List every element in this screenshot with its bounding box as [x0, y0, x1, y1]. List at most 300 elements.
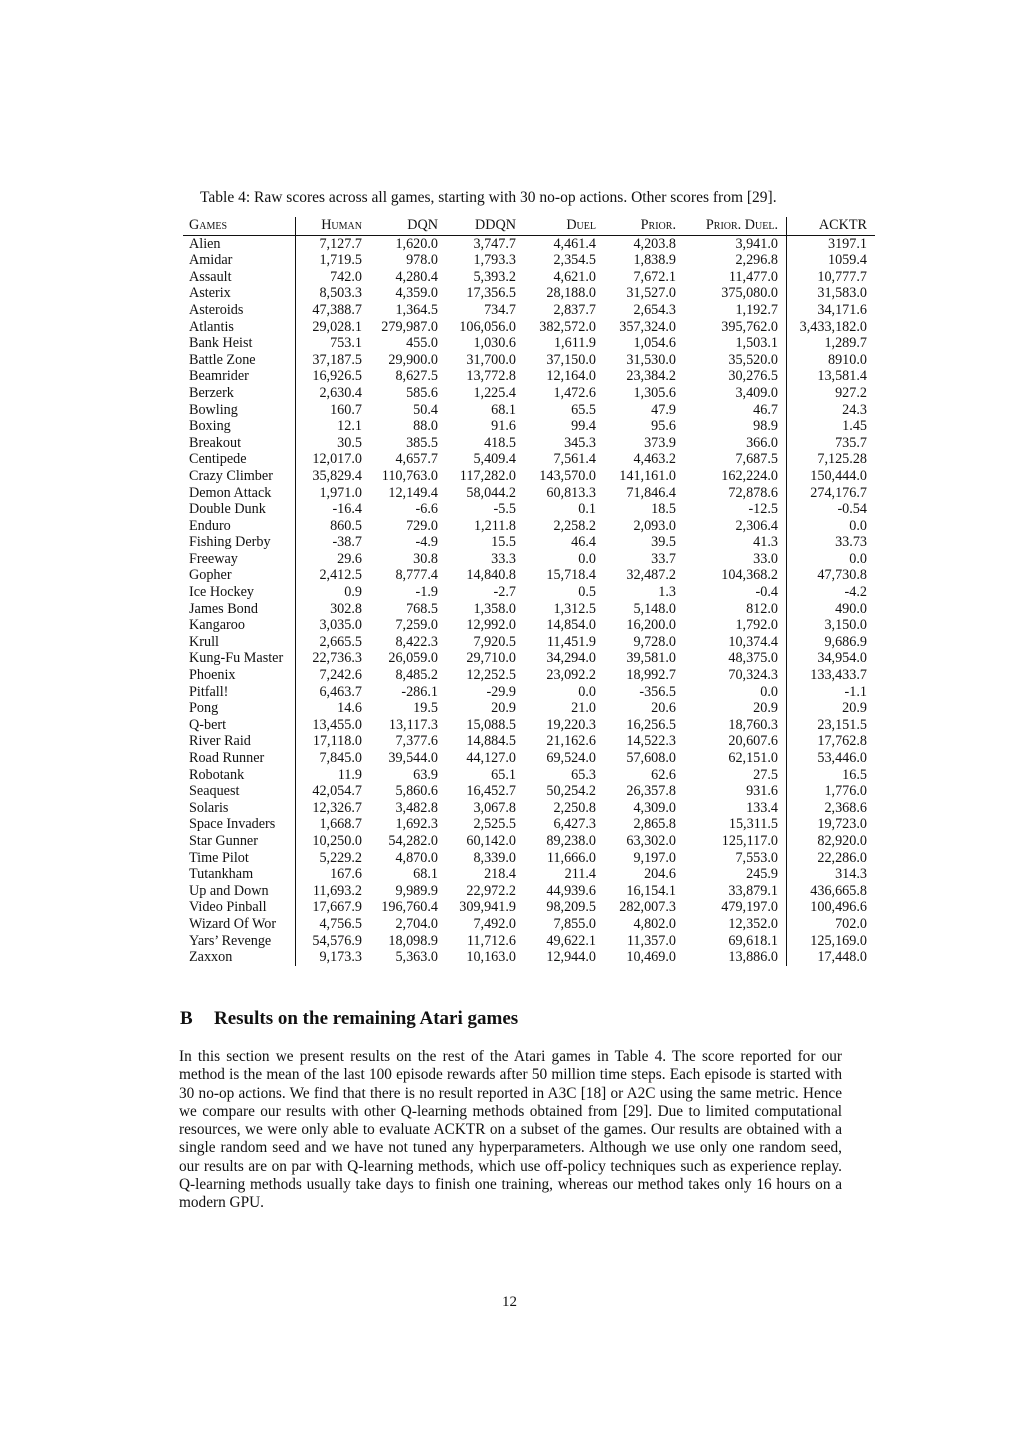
score-cell: 22,286.0: [817, 849, 867, 866]
score-cell: 20.9: [684, 700, 787, 717]
score-cell: 133.4: [684, 800, 787, 817]
game-name-cell: Gopher: [183, 567, 296, 584]
score-cell: 1,838.9: [633, 252, 676, 269]
score-cell: 1,225.4: [473, 384, 516, 401]
score-cell: 125,169.0: [810, 932, 867, 949]
table-row: [183, 551, 875, 568]
score-cell: 1,054.6: [633, 335, 676, 352]
score-cell: 125,117.0: [684, 833, 787, 850]
game-name-cell: Amidar: [183, 252, 296, 269]
score-cell: 1,719.5: [319, 252, 362, 269]
table-row: [183, 883, 875, 900]
score-cell: 17,448.0: [817, 949, 867, 966]
score-cell: 12,017.0: [312, 451, 362, 468]
score-cell: 753.1: [330, 335, 362, 352]
score-cell: 14,854.0: [546, 617, 596, 634]
game-name-cell: Beamrider: [183, 368, 296, 385]
table-row: [183, 352, 875, 369]
score-cell: 18,760.3: [684, 717, 787, 734]
score-cell: 479,197.0: [684, 899, 787, 916]
score-cell: 1,289.7: [824, 335, 867, 352]
score-cell: 1,971.0: [319, 484, 362, 501]
game-name-cell: Road Runner: [183, 750, 296, 767]
game-name-cell: Breakout: [183, 435, 296, 452]
game-name-cell: Assault: [183, 269, 296, 286]
score-cell: 16,452.7: [466, 783, 516, 800]
score-cell: 3,482.8: [395, 799, 438, 816]
game-name-cell: Ice Hockey: [183, 584, 296, 601]
table-row: [183, 601, 875, 618]
game-name-cell: Kung-Fu Master: [183, 650, 296, 667]
score-cell: 7,242.6: [319, 667, 362, 684]
score-cell: 282,007.3: [619, 899, 676, 916]
column-header: Duel: [524, 217, 604, 235]
score-cell: 13,581.4: [817, 368, 867, 385]
score-cell: 35,829.4: [312, 467, 362, 484]
table-row: [183, 368, 875, 385]
score-cell: 7,672.1: [633, 268, 676, 285]
score-cell: 28,188.0: [546, 285, 596, 302]
game-name-cell: Enduro: [183, 518, 296, 535]
score-cell: 33.0: [684, 551, 787, 568]
table-row: [183, 800, 875, 817]
score-cell: 167.6: [330, 866, 362, 883]
table-row: [183, 534, 875, 551]
table-row: [183, 899, 875, 916]
table-row: [183, 269, 875, 286]
score-cell: 100,496.6: [810, 899, 867, 916]
score-cell: 12,992.0: [466, 617, 516, 634]
score-cell: 2,630.4: [319, 384, 362, 401]
score-cell: 1,793.3: [473, 252, 516, 269]
score-cell: 382,572.0: [539, 318, 596, 335]
score-cell: 1,192.7: [684, 302, 787, 319]
score-cell: 99.4: [571, 418, 596, 435]
score-cell: 0.0: [578, 683, 596, 700]
table-row: [183, 850, 875, 867]
table-row: [183, 650, 875, 667]
score-cell: 11,451.9: [546, 633, 596, 650]
score-cell: 16,256.5: [626, 716, 676, 733]
score-cell: 2,837.7: [553, 301, 596, 318]
score-cell: 4,203.8: [633, 235, 676, 252]
score-cell: 47,730.8: [817, 567, 867, 584]
game-name-cell: River Raid: [183, 733, 296, 750]
score-cell: 20.6: [651, 700, 676, 717]
score-cell: -4.9: [415, 534, 438, 551]
table-row: [183, 235, 875, 252]
score-cell: 3197.1: [827, 235, 867, 252]
score-cell: 13,886.0: [684, 949, 787, 966]
table-header-row: [183, 217, 875, 235]
score-cell: -29.9: [486, 683, 516, 700]
game-name-cell: Kangaroo: [183, 617, 296, 634]
score-cell: 60,813.3: [546, 484, 596, 501]
score-cell: 37,150.0: [546, 351, 596, 368]
score-cell: 2,258.2: [553, 517, 596, 534]
score-cell: 9,728.0: [633, 633, 676, 650]
score-cell: 21,162.6: [546, 733, 596, 750]
score-cell: 5,860.6: [395, 783, 438, 800]
score-cell: 14,884.5: [466, 733, 516, 750]
score-cell: 1,305.6: [633, 384, 676, 401]
game-name-cell: Q-bert: [183, 717, 296, 734]
game-name-cell: Space Invaders: [183, 816, 296, 833]
score-cell: 18,992.7: [626, 667, 676, 684]
game-name-cell: Battle Zone: [183, 352, 296, 369]
score-cell: 65.5: [571, 401, 596, 418]
score-cell: 33.3: [491, 550, 516, 567]
game-name-cell: Zaxxon: [183, 949, 296, 966]
score-cell: 106,056.0: [459, 318, 516, 335]
score-cell: 395,762.0: [684, 319, 787, 336]
score-cell: 302.8: [330, 600, 362, 617]
score-cell: 17,356.5: [466, 285, 516, 302]
game-name-cell: Freeway: [183, 551, 296, 568]
table-row: [183, 634, 875, 651]
game-name-cell: Up and Down: [183, 883, 296, 900]
score-cell: -16.4: [332, 501, 362, 518]
score-cell: 7,492.0: [473, 915, 516, 932]
score-cell: 4,870.0: [395, 849, 438, 866]
score-cell: 20,607.6: [684, 733, 787, 750]
score-cell: 0.0: [849, 517, 867, 534]
score-cell: 143,570.0: [539, 467, 596, 484]
score-cell: 31,700.0: [466, 351, 516, 368]
score-cell: 211.4: [564, 866, 596, 883]
score-cell: 19,723.0: [817, 816, 867, 833]
score-cell: 7,553.0: [684, 850, 787, 867]
score-cell: 63.9: [413, 766, 438, 783]
score-cell: 16,926.5: [312, 368, 362, 385]
score-cell: 13,772.8: [466, 368, 516, 385]
score-cell: 89,238.0: [546, 832, 596, 849]
score-cell: 49,622.1: [546, 932, 596, 949]
score-cell: 3,409.0: [684, 385, 787, 402]
score-cell: 46.4: [571, 534, 596, 551]
score-cell: 39,544.0: [388, 750, 438, 766]
score-cell: 39.5: [651, 534, 676, 551]
table-row: [183, 402, 875, 419]
game-name-cell: Phoenix: [183, 667, 296, 684]
table-row: [183, 252, 875, 269]
score-cell: 5,229.2: [319, 849, 362, 866]
score-cell: 585.6: [406, 384, 438, 401]
score-cell: 53,446.0: [817, 750, 867, 766]
score-cell: 735.7: [835, 434, 867, 451]
game-name-cell: Bank Heist: [183, 335, 296, 352]
score-cell: 33.73: [835, 534, 867, 551]
score-cell: 3,747.7: [473, 235, 516, 252]
column-header: DDQN: [446, 217, 524, 235]
score-cell: 702.0: [835, 915, 867, 932]
score-cell: 729.0: [406, 517, 438, 534]
score-cell: 31,583.0: [817, 285, 867, 302]
score-cell: -0.4: [684, 584, 787, 601]
game-name-cell: Asterix: [183, 285, 296, 302]
game-name-cell: Seaquest: [183, 783, 296, 800]
score-cell: 14.6: [337, 700, 362, 717]
column-header: Human: [296, 217, 371, 235]
score-cell: 60,142.0: [466, 832, 516, 849]
table-row: [183, 435, 875, 452]
score-cell: 9,686.9: [824, 633, 867, 650]
table-row: [183, 949, 875, 966]
score-cell: 104,368.2: [684, 567, 787, 584]
table-row: [183, 617, 875, 634]
score-cell: 7,127.7: [319, 235, 362, 252]
score-cell: 27.5: [684, 767, 787, 784]
score-cell: 16,200.0: [626, 617, 676, 634]
table-row: [183, 385, 875, 402]
score-cell: 31,530.0: [626, 351, 676, 368]
game-name-cell: Time Pilot: [183, 850, 296, 867]
score-cell: -286.1: [401, 683, 438, 700]
score-cell: 812.0: [684, 601, 787, 618]
game-name-cell: Fishing Derby: [183, 534, 296, 551]
score-cell: 2,306.4: [684, 518, 787, 535]
table-row: [183, 285, 875, 302]
score-cell: 1,503.1: [684, 335, 787, 352]
table-row: [183, 684, 875, 701]
game-name-cell: Demon Attack: [183, 485, 296, 502]
score-cell: 91.6: [491, 418, 516, 435]
score-cell: -12.5: [684, 501, 787, 518]
score-cell: 9,197.0: [633, 849, 676, 866]
score-cell: 7,377.6: [395, 733, 438, 750]
score-cell: 26,357.8: [626, 783, 676, 800]
score-cell: 0.9: [344, 584, 362, 601]
score-cell: 1,030.6: [473, 335, 516, 352]
score-cell: 7,561.4: [553, 451, 596, 468]
game-name-cell: Star Gunner: [183, 833, 296, 850]
score-cell: 19.5: [413, 700, 438, 717]
score-cell: 65.3: [571, 766, 596, 783]
score-cell: 47,388.7: [312, 301, 362, 318]
score-cell: -356.5: [639, 683, 676, 700]
score-cell: 0.0: [578, 550, 596, 567]
table-row: [183, 418, 875, 435]
score-cell: 10,250.0: [312, 832, 362, 849]
score-cell: 34,294.0: [546, 650, 596, 667]
score-cell: 1,668.7: [319, 816, 362, 833]
score-cell: 54,576.9: [312, 932, 362, 949]
game-name-cell: Double Dunk: [183, 501, 296, 518]
score-cell: 44,939.6: [546, 882, 596, 899]
table-row: [183, 451, 875, 468]
score-cell: -5.5: [493, 501, 516, 518]
score-cell: 69,618.1: [684, 933, 787, 950]
score-cell: 95.6: [651, 418, 676, 435]
score-cell: 4,621.0: [553, 268, 596, 285]
score-cell: 2,412.5: [319, 567, 362, 584]
game-name-cell: Video Pinball: [183, 899, 296, 916]
score-cell: 23,384.2: [626, 368, 676, 385]
score-cell: -6.6: [415, 501, 438, 518]
score-cell: 19,220.3: [546, 716, 596, 733]
table-row: [183, 584, 875, 601]
score-cell: 33.7: [651, 550, 676, 567]
score-cell: 274,176.7: [810, 484, 867, 501]
score-cell: 33,879.1: [684, 883, 787, 900]
score-cell: 47.9: [651, 401, 676, 418]
score-cell: 37,187.5: [312, 351, 362, 368]
score-cell: 150,444.0: [810, 467, 867, 484]
score-cell: 13,117.3: [388, 716, 438, 733]
section-title: Results on the remaining Atari games: [214, 1008, 519, 1029]
score-cell: 9,989.9: [395, 882, 438, 899]
score-cell: 68.1: [491, 401, 516, 418]
score-cell: 29,028.1: [312, 318, 362, 335]
score-cell: 8,485.2: [395, 667, 438, 684]
score-cell: 50,254.2: [546, 783, 596, 800]
table-row: [183, 783, 875, 800]
game-name-cell: Berzerk: [183, 385, 296, 402]
game-name-cell: Boxing: [183, 418, 296, 435]
table-row: [183, 733, 875, 750]
score-cell: 12,252.5: [466, 667, 516, 684]
score-cell: 4,657.7: [395, 451, 438, 468]
score-cell: 69,524.0: [546, 750, 596, 766]
score-cell: 98,209.5: [546, 899, 596, 916]
section-heading: [180, 1008, 518, 1030]
score-cell: 23,151.5: [817, 716, 867, 733]
score-cell: 1,211.8: [473, 517, 516, 534]
game-name-cell: Atlantis: [183, 319, 296, 336]
score-cell: 2,704.0: [395, 915, 438, 932]
score-cell: 978.0: [406, 252, 438, 269]
score-cell: 1,358.0: [473, 600, 516, 617]
score-cell: 4,756.5: [319, 915, 362, 932]
score-cell: 17,762.8: [817, 733, 867, 750]
score-cell: 18.5: [651, 501, 676, 518]
score-cell: 8,422.3: [395, 633, 438, 650]
score-cell: 110,763.0: [381, 467, 438, 484]
score-cell: 30,276.5: [684, 368, 787, 385]
table-row: [183, 302, 875, 319]
score-cell: 245.9: [684, 866, 787, 883]
score-cell: 46.7: [684, 402, 787, 419]
score-cell: 0.0: [849, 550, 867, 567]
score-cell: 927.2: [835, 384, 867, 401]
score-cell: 21.0: [571, 700, 596, 717]
game-name-cell: James Bond: [183, 601, 296, 618]
score-cell: 385.5: [406, 434, 438, 451]
game-name-cell: Wizard Of Wor: [183, 916, 296, 933]
table-row: [183, 717, 875, 734]
score-cell: 42,054.7: [312, 783, 362, 800]
score-cell: 2,665.5: [319, 633, 362, 650]
table-row: [183, 335, 875, 352]
score-cell: 2,865.8: [633, 816, 676, 833]
score-cell: 3,433,182.0: [799, 318, 867, 335]
score-cell: 63,302.0: [626, 832, 676, 849]
score-cell: 29.6: [337, 550, 362, 567]
score-cell: 16,154.1: [626, 882, 676, 899]
table-row: [183, 700, 875, 717]
score-cell: 72,878.6: [684, 485, 787, 502]
score-cell: 455.0: [406, 335, 438, 352]
score-cell: 16.5: [842, 766, 867, 783]
score-cell: 4,461.4: [553, 235, 596, 252]
score-cell: 1,364.5: [395, 301, 438, 318]
score-cell: 30.5: [337, 434, 362, 451]
score-cell: 50.4: [413, 401, 438, 418]
score-cell: 15,311.5: [684, 816, 787, 833]
table-row: [183, 667, 875, 684]
score-cell: 31,527.0: [626, 285, 676, 302]
game-name-cell: Yars’ Revenge: [183, 933, 296, 950]
score-cell: 309,941.9: [459, 899, 516, 916]
column-header: Games: [183, 217, 296, 235]
score-cell: 1,692.3: [395, 816, 438, 833]
score-cell: 3,941.0: [684, 235, 787, 252]
score-cell: 7,259.0: [395, 617, 438, 634]
score-cell: 12,352.0: [684, 916, 787, 933]
score-cell: -38.7: [332, 534, 362, 551]
score-cell: 1,620.0: [395, 235, 438, 252]
column-header: Prior. Duel.: [684, 217, 787, 235]
score-cell: 8,627.5: [395, 368, 438, 385]
score-cell: -1.1: [844, 683, 867, 700]
game-name-cell: Krull: [183, 634, 296, 651]
score-cell: 22,736.3: [312, 650, 362, 667]
score-cell: 2,354.5: [553, 252, 596, 269]
score-cell: 82,920.0: [817, 832, 867, 849]
scores-table: [183, 217, 875, 966]
score-cell: 48,375.0: [684, 650, 787, 667]
score-cell: -2.7: [493, 584, 516, 601]
game-name-cell: Tutankham: [183, 866, 296, 883]
score-cell: 357,324.0: [619, 318, 676, 335]
score-cell: 5,363.0: [395, 949, 438, 966]
score-cell: 13,455.0: [312, 716, 362, 733]
score-cell: 7,855.0: [553, 915, 596, 932]
score-cell: 62.6: [651, 766, 676, 783]
score-cell: 4,802.0: [633, 915, 676, 932]
score-cell: 14,522.3: [626, 733, 676, 750]
score-cell: 98.9: [684, 418, 787, 435]
score-cell: 2,093.0: [633, 517, 676, 534]
score-cell: 10,374.4: [684, 634, 787, 651]
table-row: [183, 833, 875, 850]
score-cell: 931.6: [684, 783, 787, 800]
score-cell: 10,777.7: [817, 268, 867, 285]
score-cell: 35,520.0: [684, 352, 787, 369]
score-cell: 41.3: [684, 534, 787, 551]
game-name-cell: Robotank: [183, 767, 296, 784]
table-row: [183, 767, 875, 784]
score-cell: 314.3: [835, 866, 867, 883]
score-cell: 860.5: [330, 517, 362, 534]
score-cell: 5,409.4: [473, 451, 516, 468]
score-cell: 39,581.0: [626, 650, 676, 667]
score-cell: 734.7: [484, 301, 516, 318]
score-cell: 68.1: [413, 866, 438, 883]
score-cell: 2,654.3: [633, 301, 676, 318]
score-cell: 8910.0: [827, 351, 867, 368]
score-cell: 11,357.0: [626, 932, 676, 949]
game-name-cell: Solaris: [183, 800, 296, 817]
score-cell: 5,148.0: [633, 600, 676, 617]
score-cell: 12,149.4: [388, 484, 438, 501]
score-cell: 88.0: [413, 418, 438, 435]
score-cell: 20.9: [491, 700, 516, 717]
score-cell: 7,687.5: [684, 451, 787, 468]
score-cell: 117,282.0: [459, 467, 516, 484]
score-cell: 490.0: [835, 600, 867, 617]
score-cell: 279,987.0: [381, 318, 438, 335]
